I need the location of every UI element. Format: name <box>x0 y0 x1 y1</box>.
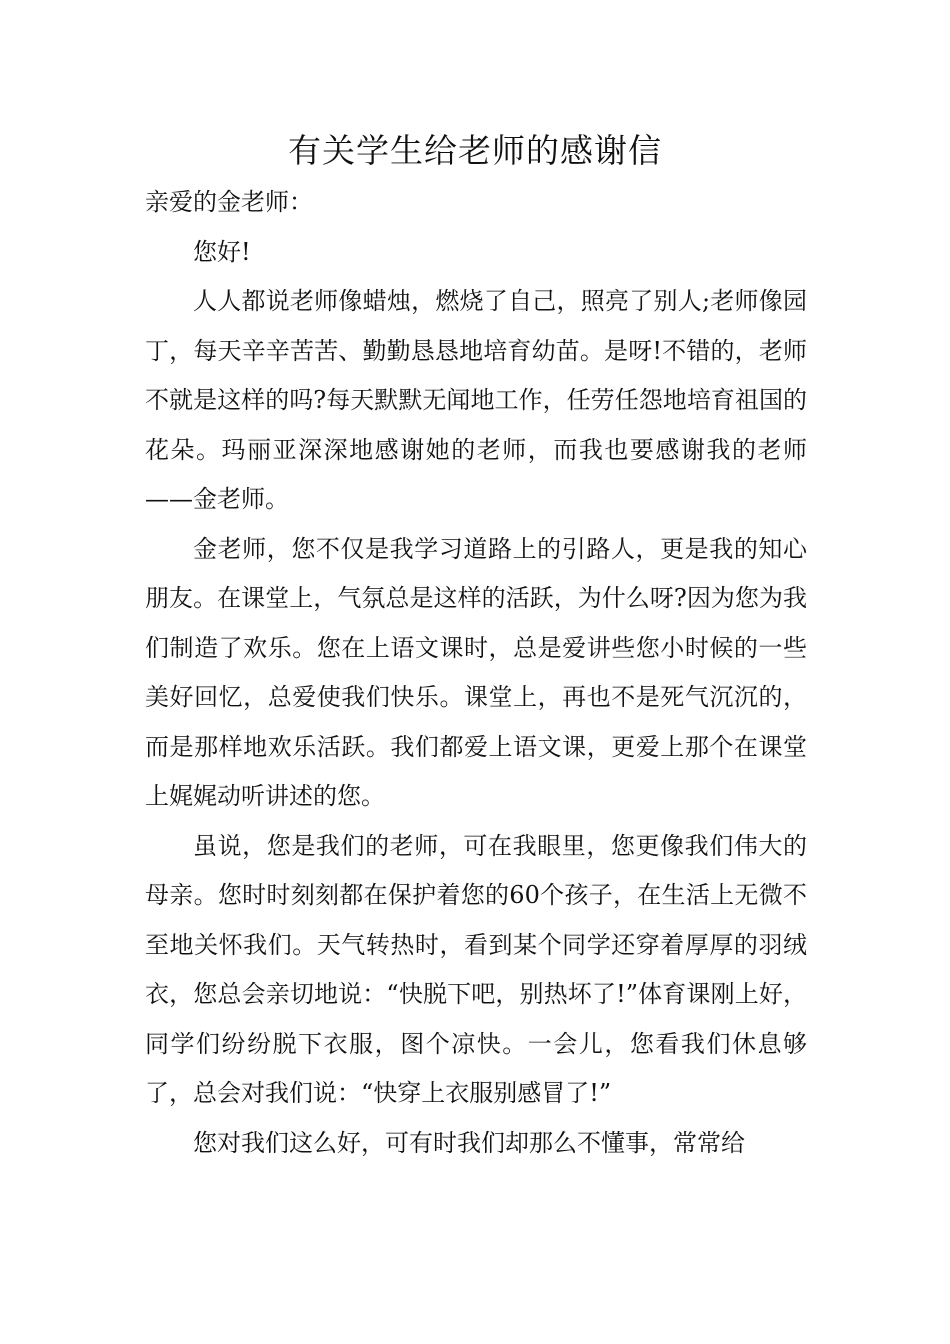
paragraph-3: 虽说，您是我们的老师，可在我眼里，您更像我们伟大的母亲。您时时刻刻都在保护着您的60个孩子，在生活上无微不至地关怀我们。天气转热时，看到某个同学还穿着厚厚的羽绒衣，您总会亲切地说：“快脱下吧，别热坏了!”体育课刚上好，同学们纷纷脱下衣服，图个凉快。一会儿，您看我们休息够了，总会对我们说：“快穿上衣服别感冒了!” <box>145 831 807 1107</box>
letter-body <box>145 178 807 1168</box>
document-title: 有关学生给老师的感谢信 <box>288 131 662 170</box>
salutation: 亲爱的金老师： <box>145 188 313 216</box>
paragraph-2: 金老师，您不仅是我学习道路上的引路人，更是我的知心朋友。在课堂上，气氛总是这样的活跃，为什么呀?因为您为我们制造了欢乐。您在上语文课时，总是爱讲些您小时候的一些美好回忆，总爱使我们快乐。课堂上，再也不是死气沉沉的，而是那样地欢乐活跃。我们都爱上语文课，更爱上那个在课堂上娓娓动听讲述的您。 <box>145 534 807 810</box>
greeting: 您好! <box>193 237 251 266</box>
paragraph-1: 人人都说老师像蜡烛，燃烧了自己，照亮了别人;老师像园丁，每天辛辛苦苦、勤勤恳恳地培育幼苗。是呀!不错的，老师不就是这样的吗?每天默默无闻地工作，任劳任怨地培育祖国的花朵。玛丽亚深深地感谢她的老师，而我也要感谢我的老师——金老师。 <box>145 287 807 513</box>
paragraph-4: 您对我们这么好，可有时我们却那么不懂事，常常给 <box>193 1128 745 1157</box>
